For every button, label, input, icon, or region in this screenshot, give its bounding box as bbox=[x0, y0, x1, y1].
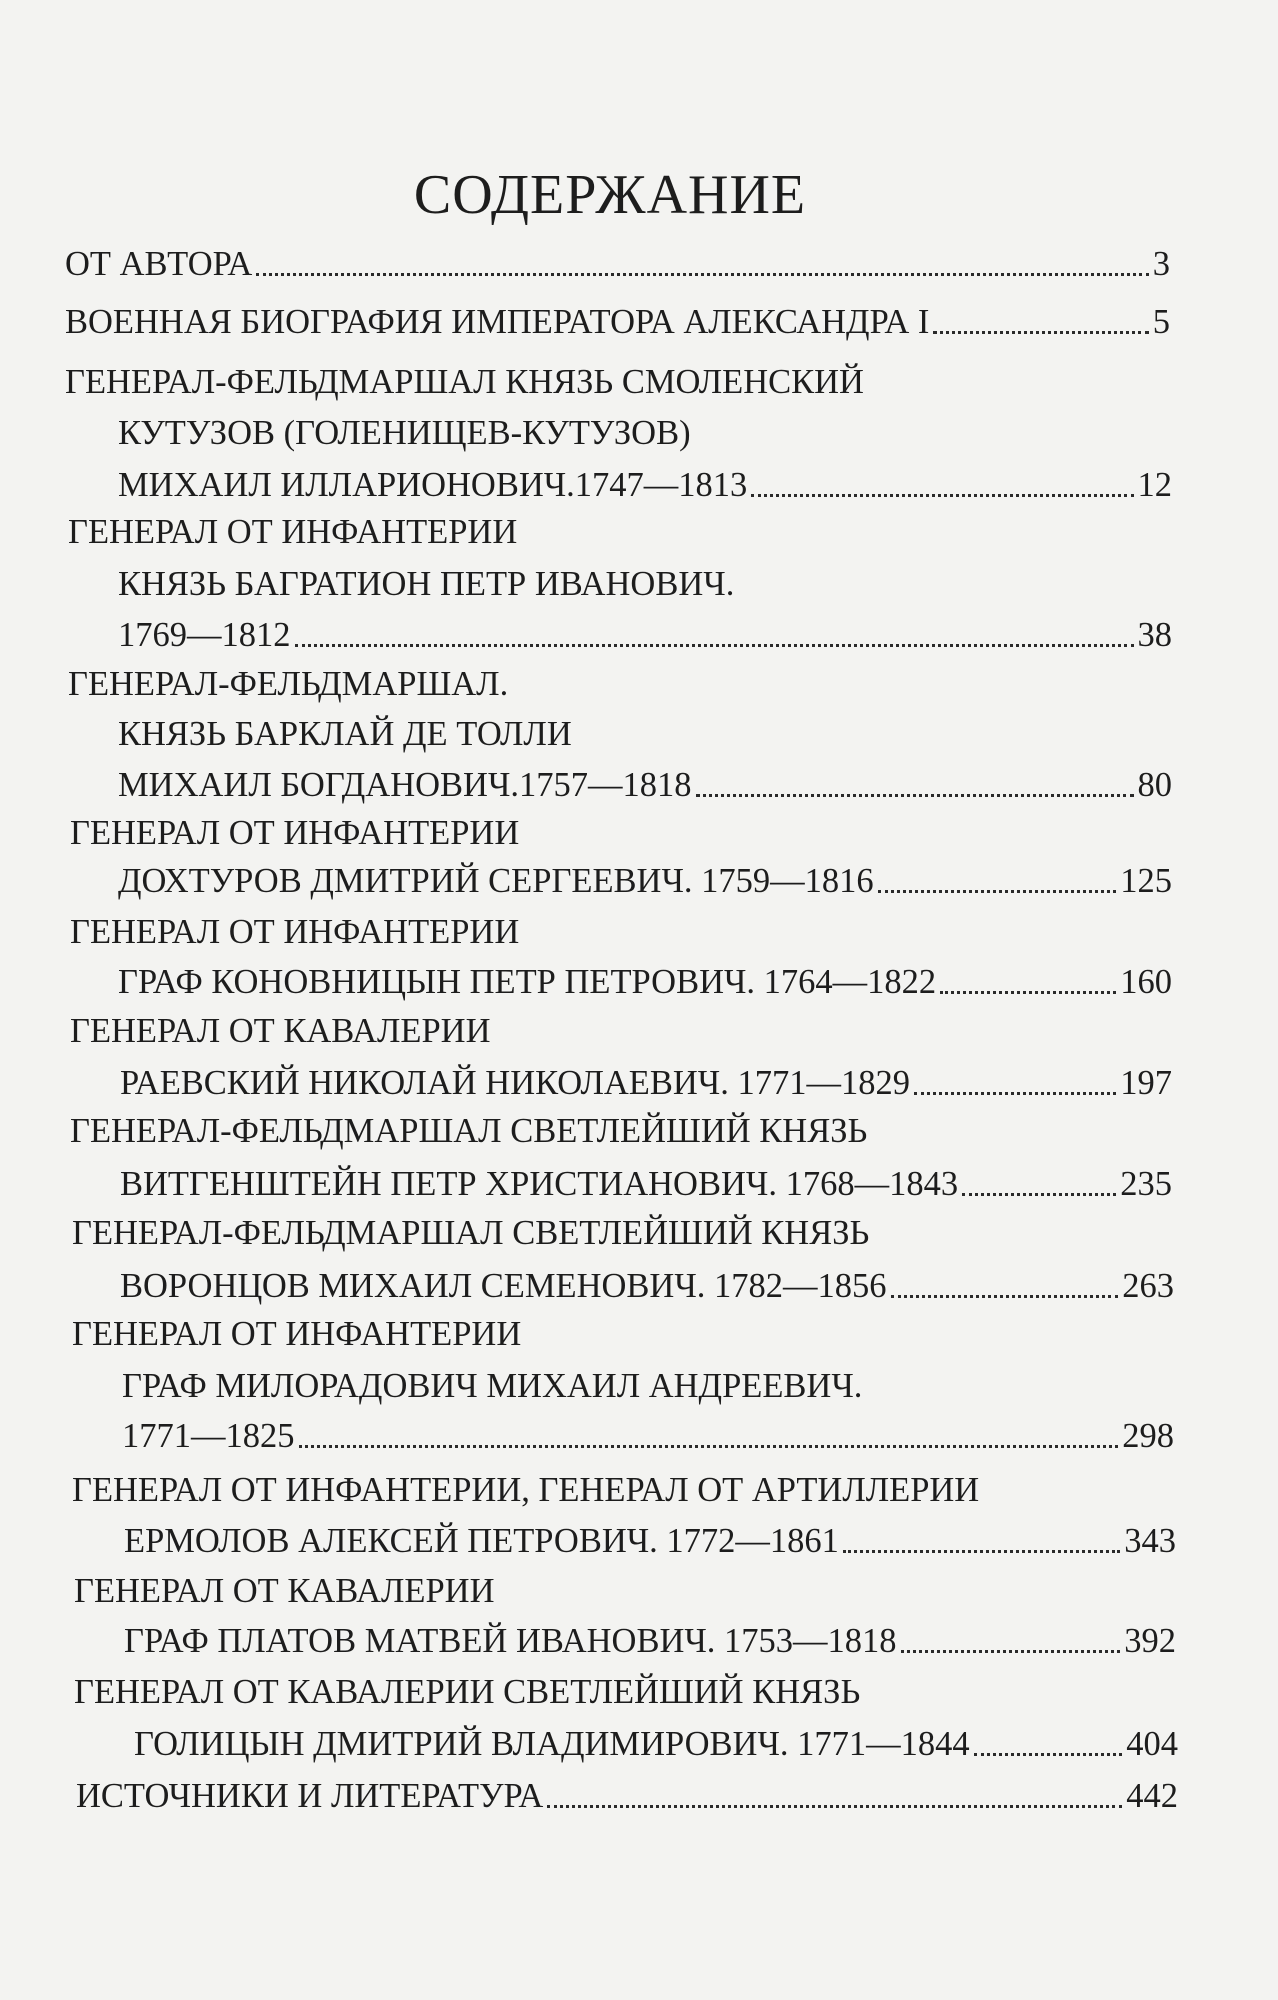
page-number: 404 bbox=[1126, 1725, 1178, 1763]
page-number: 12 bbox=[1137, 466, 1172, 504]
toc-entry-line bbox=[70, 1009, 491, 1053]
toc-entry-title: ГРАФ ПЛАТОВ МАТВЕЙ ИВАНОВИЧ. 1753—1818 bbox=[124, 1622, 897, 1660]
toc-entry-title: ВИТГЕНШТЕЙН ПЕТР ХРИСТИАНОВИЧ. 1768—1843 bbox=[120, 1165, 959, 1203]
toc-entry-title: ГЕНЕРАЛ ОТ КАВАЛЕРИИ СВЕТЛЕЙШИЙ КНЯЗЬ bbox=[74, 1673, 861, 1711]
toc-entry-title: ГЕНЕРАЛ ОТ ИНФАНТЕРИИ bbox=[70, 913, 520, 951]
dot-leader bbox=[962, 1192, 1116, 1196]
toc-entry-last-line bbox=[118, 859, 1172, 903]
toc-entry-title: ГЕНЕРАЛ ОТ ИНФАНТЕРИИ, ГЕНЕРАЛ ОТ АРТИЛЛЕРИИ bbox=[72, 1471, 980, 1509]
dot-leader bbox=[299, 1444, 1119, 1448]
dot-leader bbox=[751, 493, 1133, 497]
toc-entry-title: МИХАИЛ БОГДАНОВИЧ.1757—1818 bbox=[118, 766, 692, 804]
toc-entry-last-line bbox=[76, 1774, 1178, 1818]
dot-leader bbox=[891, 1294, 1119, 1298]
page-number: 235 bbox=[1120, 1165, 1172, 1203]
dot-leader bbox=[256, 272, 1148, 276]
toc-entry-title: ГРАФ КОНОВНИЦЫН ПЕТР ПЕТРОВИЧ. 1764—1822 bbox=[118, 963, 937, 1001]
page-number: 5 bbox=[1152, 303, 1170, 341]
toc-entry-title: ЕРМОЛОВ АЛЕКСЕЙ ПЕТРОВИЧ. 1772—1861 bbox=[124, 1522, 839, 1560]
dot-leader bbox=[696, 793, 1134, 797]
toc-entry-title: ГЕНЕРАЛ ОТ КАВАЛЕРИИ bbox=[70, 1012, 491, 1050]
toc-entry-title: ГЕНЕРАЛ-ФЕЛЬДМАРШАЛ. bbox=[68, 665, 509, 703]
toc-entry-line bbox=[70, 910, 519, 954]
toc-entry-line bbox=[70, 1109, 867, 1153]
toc-entry-title: МИХАИЛ ИЛЛАРИОНОВИЧ.1747—1813 bbox=[118, 466, 748, 504]
toc-entry-title: КУТУЗОВ (ГОЛЕНИЩЕВ-КУТУЗОВ) bbox=[118, 414, 691, 452]
page-number: 263 bbox=[1122, 1267, 1174, 1305]
dot-leader bbox=[914, 1091, 1116, 1095]
toc-entry-title: ГЕНЕРАЛ-ФЕЛЬДМАРШАЛ СВЕТЛЕЙШИЙ КНЯЗЬ bbox=[72, 1214, 870, 1252]
page-number: 197 bbox=[1120, 1064, 1172, 1102]
toc-entry-title: ГЕНЕРАЛ ОТ ИНФАНТЕРИИ bbox=[70, 814, 520, 852]
toc-entry-title: КНЯЗЬ БАГРАТИОН ПЕТР ИВАНОВИЧ. bbox=[118, 565, 735, 603]
page-number: 298 bbox=[1122, 1417, 1174, 1455]
dot-leader bbox=[940, 990, 1116, 994]
toc-entry-title: ДОХТУРОВ ДМИТРИЙ СЕРГЕЕВИЧ. 1759—1816 bbox=[118, 862, 874, 900]
toc-entry-last-line bbox=[134, 1722, 1178, 1766]
toc-entry-last-line bbox=[118, 463, 1172, 507]
toc-entry-line bbox=[70, 811, 519, 855]
toc-entry-last-line bbox=[118, 613, 1172, 657]
toc-entry-last-line bbox=[124, 1619, 1176, 1663]
toc-entry-line bbox=[118, 562, 734, 606]
toc-entry-last-line bbox=[65, 300, 1170, 344]
page-number: 125 bbox=[1120, 862, 1172, 900]
toc-entry-line bbox=[118, 712, 572, 756]
toc-entry-line bbox=[74, 1569, 495, 1613]
page-number: 38 bbox=[1137, 616, 1172, 654]
toc-entry-last-line bbox=[122, 1414, 1174, 1458]
toc-entry-line bbox=[72, 1312, 521, 1356]
toc-entry-title: ГЕНЕРАЛ ОТ ИНФАНТЕРИИ bbox=[72, 1315, 522, 1353]
toc-entry-title: ИСТОЧНИКИ И ЛИТЕРАТУРА bbox=[76, 1777, 544, 1815]
toc-entry-title: ВОЕННАЯ БИОГРАФИЯ ИМПЕРАТОРА АЛЕКСАНДРА I bbox=[65, 303, 930, 341]
toc-entry-title: ГРАФ МИЛОРАДОВИЧ МИХАИЛ АНДРЕЕВИЧ. bbox=[122, 1367, 863, 1405]
page-number: 392 bbox=[1124, 1622, 1176, 1660]
dot-leader bbox=[901, 1649, 1121, 1653]
toc-entry-title: 1769—1812 bbox=[118, 616, 291, 654]
toc-entry-title: 1771—1825 bbox=[122, 1417, 295, 1455]
toc-entry-title: ГЕНЕРАЛ-ФЕЛЬДМАРШАЛ КНЯЗЬ СМОЛЕНСКИЙ bbox=[65, 363, 864, 401]
toc-entry-last-line bbox=[120, 1162, 1172, 1206]
toc-entry-last-line bbox=[118, 960, 1172, 1004]
toc-entry-title: ГЕНЕРАЛ ОТ КАВАЛЕРИИ bbox=[74, 1572, 495, 1610]
toc-entry-last-line bbox=[118, 763, 1172, 807]
toc-entry-last-line bbox=[65, 242, 1170, 286]
page-number: 160 bbox=[1120, 963, 1172, 1001]
toc-entry-line bbox=[68, 662, 508, 706]
dot-leader bbox=[843, 1549, 1120, 1553]
page-number: 442 bbox=[1126, 1777, 1178, 1815]
toc-entry-line bbox=[74, 1670, 860, 1714]
toc-entry-title: КНЯЗЬ БАРКЛАЙ ДЕ ТОЛЛИ bbox=[118, 715, 572, 753]
toc-entry-line bbox=[122, 1364, 862, 1408]
page-number: 343 bbox=[1124, 1522, 1176, 1560]
toc-entry-line bbox=[68, 510, 517, 554]
toc-entry-last-line bbox=[120, 1264, 1174, 1308]
page-number: 3 bbox=[1152, 245, 1170, 283]
toc-entry-title: ВОРОНЦОВ МИХАИЛ СЕМЕНОВИЧ. 1782—1856 bbox=[120, 1267, 887, 1305]
toc-entry-line bbox=[65, 360, 864, 404]
page-title: СОДЕРЖАНИЕ bbox=[413, 164, 807, 226]
toc-entry-line bbox=[118, 411, 691, 455]
dot-leader bbox=[933, 330, 1148, 334]
toc-entry-title: ГОЛИЦЫН ДМИТРИЙ ВЛАДИМИРОВИЧ. 1771—1844 bbox=[134, 1725, 970, 1763]
dot-leader bbox=[974, 1752, 1123, 1756]
toc-entry-title: ОТ АВТОРА bbox=[65, 245, 253, 283]
dot-leader bbox=[295, 643, 1134, 647]
toc-entry-title: РАЕВСКИЙ НИКОЛАЙ НИКОЛАЕВИЧ. 1771—1829 bbox=[120, 1064, 910, 1102]
toc-entry-last-line bbox=[124, 1519, 1176, 1563]
toc-entry-line bbox=[72, 1211, 869, 1255]
toc-entry-line bbox=[72, 1468, 979, 1512]
dot-leader bbox=[547, 1804, 1122, 1808]
toc-entry-title: ГЕНЕРАЛ-ФЕЛЬДМАРШАЛ СВЕТЛЕЙШИЙ КНЯЗЬ bbox=[70, 1112, 868, 1150]
dot-leader bbox=[878, 889, 1117, 893]
page-number: 80 bbox=[1137, 766, 1172, 804]
toc-entry-last-line bbox=[120, 1061, 1172, 1105]
toc-entry-title: ГЕНЕРАЛ ОТ ИНФАНТЕРИИ bbox=[68, 513, 518, 551]
